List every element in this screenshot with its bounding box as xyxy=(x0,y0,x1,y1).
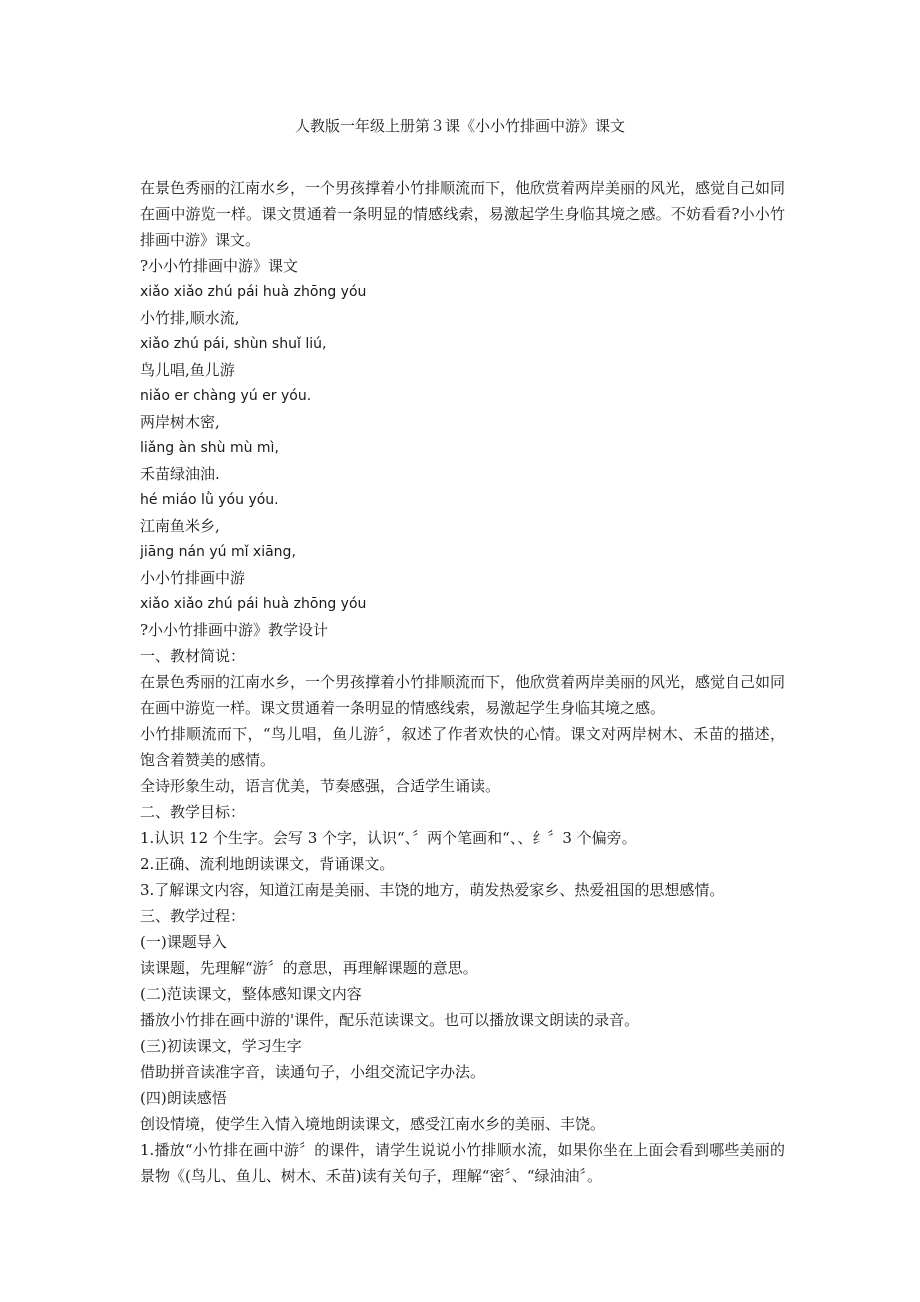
material-paragraph: 小竹排顺流而下，“鸟儿唱，鱼儿游〞，叙述了作者欢快的心情。课文对两岸树木、禾苗的描述，饱含着赞美的感情。 xyxy=(140,725,785,769)
poem-pinyin-line: jiāng nán yú mǐ xiāng, xyxy=(140,544,296,560)
poem-line: 两岸树木密, xyxy=(140,413,220,431)
material-paragraph: 在景色秀丽的江南水乡，一个男孩撑着小竹排顺流而下，他欣赏着两岸美丽的风光，感觉自己如同在画中游览一样。课文贯通着一条明显的情感线索，易激起学生身临其境之感。 xyxy=(140,673,786,717)
intro-paragraph: 在景色秀丽的江南水乡，一个男孩撑着小竹排顺流而下，他欣赏着两岸美丽的风光，感觉自己如同在画中游览一样。课文贯通着一条明显的情感线索，易激起学生身临其境之感。不妨看看?小小竹排画中游》课文。 xyxy=(140,179,786,249)
section-heading-text: ?小小竹排画中游》课文 xyxy=(140,257,299,275)
poem-line: 小小竹排画中游 xyxy=(140,569,246,587)
document-body xyxy=(140,175,785,1189)
poem-line: 江南鱼米乡, xyxy=(140,517,220,535)
poem-line: 鸟儿唱,鱼儿游 xyxy=(140,361,235,379)
poem-pinyin-line: xiǎo xiǎo zhú pái huà zhōng yóu xyxy=(140,596,367,612)
process-step-text: 播放小竹排在画中游的'课件，配乐范读课文。也可以播放课文朗读的录音。 xyxy=(140,1011,640,1029)
section-heading-material: 一、教材简说： xyxy=(140,647,246,665)
poem-line: 禾苗绿油油. xyxy=(140,465,220,483)
section-heading-goals: 二、教学目标： xyxy=(140,803,246,821)
poem-pinyin-line: niǎo er chàng yú er yóu. xyxy=(140,388,312,404)
process-step-text: 1.播放“小竹排在画中游〞的课件，请学生说说小竹排顺水流，如果你坐在上面会看到哪些美丽的景物《(鸟儿、鱼儿、树木、禾苗)读有关句子，理解“密〞、“绿油油〞。 xyxy=(140,1141,785,1185)
process-step-heading: (三)初读课文，学习生字 xyxy=(140,1037,302,1055)
section-heading-process: 三、教学过程： xyxy=(140,907,246,925)
poem-pinyin-line: liǎng àn shù mù mì, xyxy=(140,440,279,456)
poem-pinyin-line: xiǎo zhú pái, shùn shuǐ liú, xyxy=(140,336,327,352)
goal-item: 3.了解课文内容，知道江南是美丽、丰饶的地方，萌发热爱家乡、热爱祖国的思想感情。 xyxy=(140,881,725,899)
process-step-heading: (一)课题导入 xyxy=(140,933,227,951)
poem-pinyin-line: xiǎo xiǎo zhú pái huà zhōng yóu xyxy=(140,284,367,300)
poem-line: 小竹排,顺水流, xyxy=(140,309,240,327)
goal-item: 2.正确、流利地朗读课文，背诵课文。 xyxy=(140,855,395,873)
process-step-text: 借助拼音读准字音，读通句子，小组交流记字办法。 xyxy=(140,1063,486,1081)
process-step-text: 读课题，先理解“游〞的意思，再理解课题的意思。 xyxy=(140,959,478,977)
section-heading-design: ?小小竹排画中游》教学设计 xyxy=(140,621,329,639)
goal-item: 1.认识 12 个生字。会写 3 个字，认识“、〞两个笔画和“、、纟〞3 个偏旁。 xyxy=(140,829,637,847)
process-step-heading: (四)朗读感悟 xyxy=(140,1089,227,1107)
material-paragraph: 全诗形象生动，语言优美，节奏感强，合适学生诵读。 xyxy=(140,777,501,795)
process-step-text: 创设情境，使学生入情入境地朗读课文，感受江南水乡的美丽、丰饶。 xyxy=(140,1115,606,1133)
poem-pinyin-line: hé miáo lǜ yóu yóu. xyxy=(140,492,279,508)
process-step-heading: (二)范读课文，整体感知课文内容 xyxy=(140,985,362,1003)
document-title: 人教版一年级上册第３课《小小竹排画中游》课文 xyxy=(294,117,625,135)
